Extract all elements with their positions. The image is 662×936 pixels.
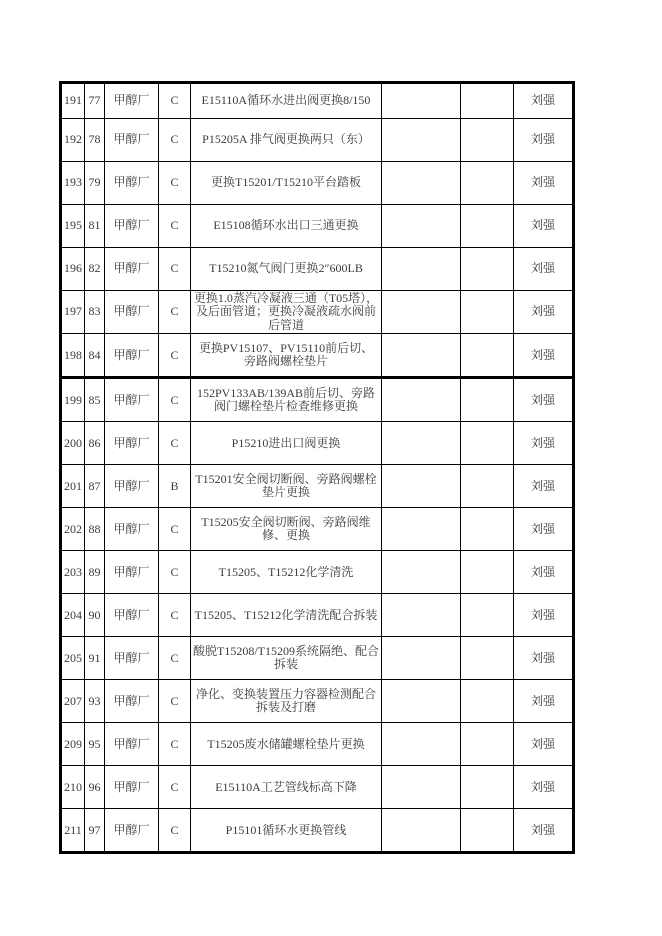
cell-plant: 甲醇厂 <box>105 723 159 766</box>
cell-blank2 <box>461 291 514 334</box>
cell-person: 刘强 <box>514 119 574 162</box>
cell-blank2 <box>461 378 514 422</box>
cell-seq: 191 <box>61 83 85 119</box>
cell-seq: 197 <box>61 291 85 334</box>
cell-task: T15205废水储罐螺栓垫片更换 <box>191 723 382 766</box>
cell-task: 更换PV15107、PV15110前后切、旁路阀螺栓垫片 <box>191 334 382 378</box>
cell-plant: 甲醇厂 <box>105 205 159 248</box>
table-row <box>61 334 574 378</box>
cell-no: 90 <box>85 594 105 637</box>
cell-no: 82 <box>85 248 105 291</box>
cell-seq: 196 <box>61 248 85 291</box>
cell-seq: 204 <box>61 594 85 637</box>
cell-blank1 <box>382 637 461 680</box>
table-row <box>61 594 574 637</box>
cell-seq: 203 <box>61 551 85 594</box>
cell-blank2 <box>461 680 514 723</box>
cell-no: 93 <box>85 680 105 723</box>
cell-task: E15108循环水出口三通更换 <box>191 205 382 248</box>
cell-person: 刘强 <box>514 378 574 422</box>
cell-person: 刘强 <box>514 594 574 637</box>
cell-person: 刘强 <box>514 291 574 334</box>
table-row <box>61 551 574 594</box>
table-body <box>61 83 574 853</box>
cell-person: 刘强 <box>514 637 574 680</box>
cell-task: E15110A循环水进出阀更换8/150 <box>191 83 382 119</box>
cell-grade: C <box>159 680 191 723</box>
cell-seq: 202 <box>61 508 85 551</box>
cell-plant: 甲醇厂 <box>105 766 159 809</box>
cell-plant: 甲醇厂 <box>105 378 159 422</box>
cell-blank2 <box>461 465 514 508</box>
table-row <box>61 809 574 853</box>
cell-blank2 <box>461 766 514 809</box>
cell-plant: 甲醇厂 <box>105 680 159 723</box>
cell-no: 86 <box>85 422 105 465</box>
cell-blank1 <box>382 508 461 551</box>
cell-blank1 <box>382 594 461 637</box>
cell-seq: 207 <box>61 680 85 723</box>
cell-task: P15210进出口阀更换 <box>191 422 382 465</box>
cell-person: 刘强 <box>514 723 574 766</box>
cell-task: 152PV133AB/139AB前后切、旁路阀门螺栓垫片检查维修更换 <box>191 378 382 422</box>
cell-task: 净化、变换装置压力容器检测配合拆装及打磨 <box>191 680 382 723</box>
cell-no: 85 <box>85 378 105 422</box>
table-row <box>61 637 574 680</box>
cell-blank2 <box>461 594 514 637</box>
cell-grade: C <box>159 205 191 248</box>
cell-blank2 <box>461 508 514 551</box>
cell-grade: C <box>159 594 191 637</box>
cell-no: 96 <box>85 766 105 809</box>
cell-task: T15205、T15212化学清洗配合拆装 <box>191 594 382 637</box>
table-row <box>61 723 574 766</box>
cell-blank2 <box>461 83 514 119</box>
cell-plant: 甲醇厂 <box>105 334 159 378</box>
cell-plant: 甲醇厂 <box>105 809 159 853</box>
cell-task: T15210氮气阀门更换2″600LB <box>191 248 382 291</box>
cell-blank2 <box>461 334 514 378</box>
cell-grade: C <box>159 378 191 422</box>
table-row <box>61 119 574 162</box>
cell-grade: C <box>159 334 191 378</box>
cell-seq: 209 <box>61 723 85 766</box>
cell-task: T15205安全阀切断阀、旁路阀维修、更换 <box>191 508 382 551</box>
cell-blank1 <box>382 291 461 334</box>
cell-task: T15201安全阀切断阀、旁路阀螺栓垫片更换 <box>191 465 382 508</box>
cell-grade: C <box>159 551 191 594</box>
cell-no: 91 <box>85 637 105 680</box>
cell-blank1 <box>382 248 461 291</box>
cell-blank1 <box>382 205 461 248</box>
cell-grade: B <box>159 465 191 508</box>
cell-person: 刘强 <box>514 248 574 291</box>
cell-task: 更换T15201/T15210平台踏板 <box>191 162 382 205</box>
cell-blank1 <box>382 83 461 119</box>
cell-no: 89 <box>85 551 105 594</box>
cell-grade: C <box>159 637 191 680</box>
table-row <box>61 680 574 723</box>
cell-no: 81 <box>85 205 105 248</box>
cell-blank2 <box>461 119 514 162</box>
cell-blank2 <box>461 162 514 205</box>
cell-plant: 甲醇厂 <box>105 248 159 291</box>
table-row <box>61 248 574 291</box>
cell-plant: 甲醇厂 <box>105 162 159 205</box>
cell-seq: 193 <box>61 162 85 205</box>
cell-plant: 甲醇厂 <box>105 422 159 465</box>
cell-blank1 <box>382 378 461 422</box>
table-row <box>61 291 574 334</box>
cell-blank2 <box>461 248 514 291</box>
cell-task: 更换1.0蒸汽冷凝液三通（T05塔），及后面管道；更换冷凝液疏水阀前后管道 <box>191 291 382 334</box>
cell-plant: 甲醇厂 <box>105 291 159 334</box>
cell-no: 88 <box>85 508 105 551</box>
table-row <box>61 378 574 422</box>
cell-blank1 <box>382 766 461 809</box>
cell-seq: 198 <box>61 334 85 378</box>
cell-plant: 甲醇厂 <box>105 637 159 680</box>
cell-seq: 205 <box>61 637 85 680</box>
cell-grade: C <box>159 248 191 291</box>
cell-person: 刘强 <box>514 422 574 465</box>
cell-seq: 199 <box>61 378 85 422</box>
cell-plant: 甲醇厂 <box>105 119 159 162</box>
cell-person: 刘强 <box>514 551 574 594</box>
cell-grade: C <box>159 809 191 853</box>
cell-blank1 <box>382 551 461 594</box>
cell-seq: 195 <box>61 205 85 248</box>
cell-blank2 <box>461 205 514 248</box>
cell-person: 刘强 <box>514 205 574 248</box>
maintenance-task-table <box>59 81 575 854</box>
cell-no: 97 <box>85 809 105 853</box>
cell-task: P15205A 排气阀更换两只（东） <box>191 119 382 162</box>
cell-blank1 <box>382 680 461 723</box>
cell-blank1 <box>382 162 461 205</box>
cell-seq: 192 <box>61 119 85 162</box>
cell-no: 78 <box>85 119 105 162</box>
table-row <box>61 422 574 465</box>
cell-blank2 <box>461 723 514 766</box>
cell-person: 刘强 <box>514 680 574 723</box>
table-row <box>61 162 574 205</box>
cell-grade: C <box>159 291 191 334</box>
cell-blank1 <box>382 334 461 378</box>
cell-person: 刘强 <box>514 334 574 378</box>
cell-blank2 <box>461 637 514 680</box>
cell-person: 刘强 <box>514 766 574 809</box>
cell-task: 酸脱T15208/T15209系统隔绝、配合拆装 <box>191 637 382 680</box>
cell-blank1 <box>382 119 461 162</box>
cell-task: P15101循环水更换管线 <box>191 809 382 853</box>
cell-blank2 <box>461 551 514 594</box>
cell-plant: 甲醇厂 <box>105 551 159 594</box>
cell-person: 刘强 <box>514 809 574 853</box>
cell-grade: C <box>159 83 191 119</box>
cell-plant: 甲醇厂 <box>105 465 159 508</box>
cell-blank1 <box>382 465 461 508</box>
cell-grade: C <box>159 422 191 465</box>
cell-plant: 甲醇厂 <box>105 508 159 551</box>
cell-blank1 <box>382 422 461 465</box>
cell-no: 95 <box>85 723 105 766</box>
cell-seq: 211 <box>61 809 85 853</box>
cell-grade: C <box>159 508 191 551</box>
cell-task: E15110A工艺管线标高下降 <box>191 766 382 809</box>
cell-blank2 <box>461 422 514 465</box>
cell-task: T15205、T15212化学清洗 <box>191 551 382 594</box>
cell-blank2 <box>461 809 514 853</box>
cell-person: 刘强 <box>514 465 574 508</box>
table-row <box>61 766 574 809</box>
table-row <box>61 508 574 551</box>
cell-person: 刘强 <box>514 508 574 551</box>
cell-no: 83 <box>85 291 105 334</box>
cell-plant: 甲醇厂 <box>105 83 159 119</box>
table-row <box>61 465 574 508</box>
table-row <box>61 205 574 248</box>
cell-seq: 200 <box>61 422 85 465</box>
cell-no: 84 <box>85 334 105 378</box>
cell-blank1 <box>382 723 461 766</box>
cell-seq: 201 <box>61 465 85 508</box>
cell-grade: C <box>159 119 191 162</box>
cell-seq: 210 <box>61 766 85 809</box>
cell-no: 79 <box>85 162 105 205</box>
cell-person: 刘强 <box>514 83 574 119</box>
cell-blank1 <box>382 809 461 853</box>
cell-no: 87 <box>85 465 105 508</box>
cell-no: 77 <box>85 83 105 119</box>
cell-person: 刘强 <box>514 162 574 205</box>
cell-grade: C <box>159 723 191 766</box>
cell-plant: 甲醇厂 <box>105 594 159 637</box>
cell-grade: C <box>159 766 191 809</box>
cell-grade: C <box>159 162 191 205</box>
table-row <box>61 83 574 119</box>
